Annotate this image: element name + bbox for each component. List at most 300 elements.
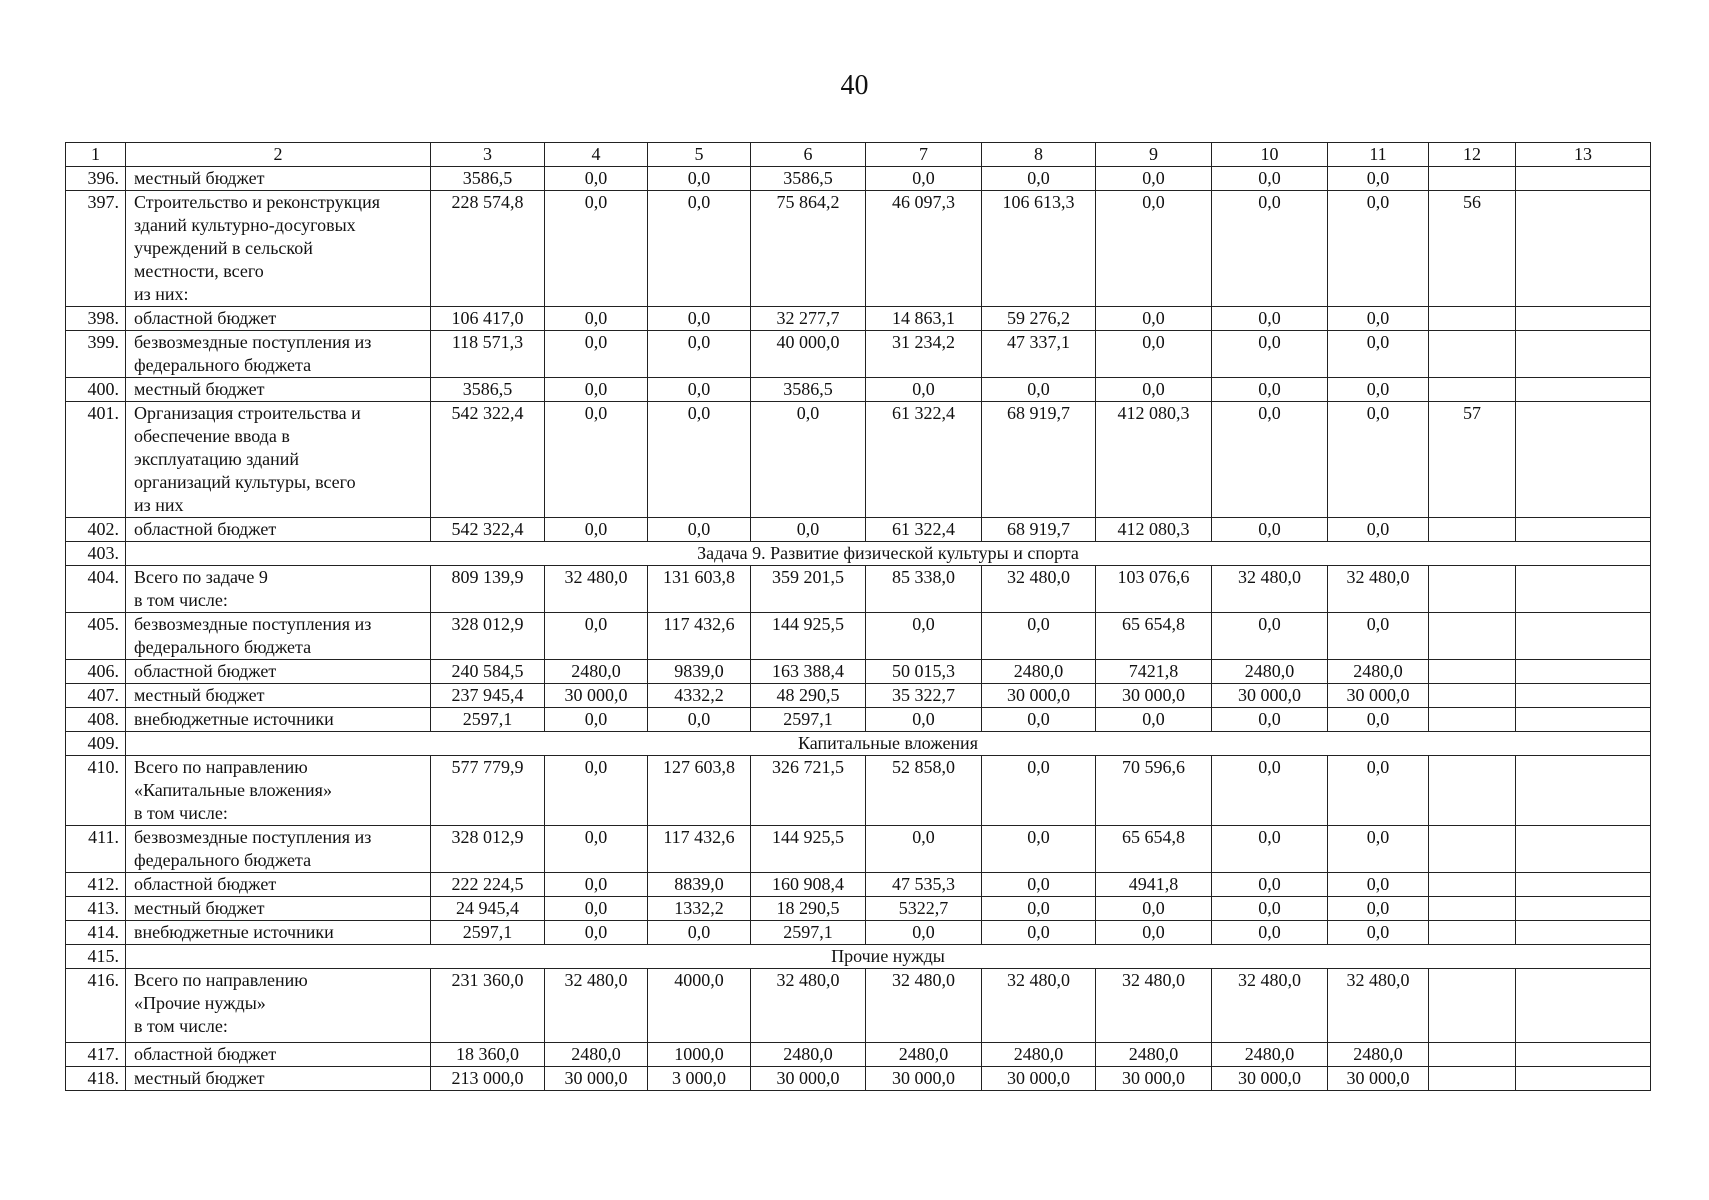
value-cell: 30 000,0 <box>751 1067 866 1091</box>
value-cell: 577 779,9 <box>431 756 545 826</box>
value-cell: 0,0 <box>545 826 648 873</box>
value-cell: 0,0 <box>1096 331 1212 378</box>
table-row <box>66 518 1651 542</box>
note-cell <box>1516 826 1651 873</box>
value-cell: 32 480,0 <box>982 969 1096 1043</box>
value-cell: 30 000,0 <box>1328 1067 1429 1091</box>
table-row <box>66 1067 1651 1091</box>
value-cell: 8839,0 <box>648 873 751 897</box>
table-row <box>66 331 1651 378</box>
table-row <box>66 756 1651 826</box>
value-cell: 30 000,0 <box>982 684 1096 708</box>
note-cell <box>1516 402 1651 518</box>
value-cell: 0,0 <box>1212 167 1328 191</box>
row-number: 416. <box>66 969 126 1043</box>
value-cell: 0,0 <box>1328 708 1429 732</box>
value-cell: 127 603,8 <box>648 756 751 826</box>
value-cell: 0,0 <box>1096 708 1212 732</box>
value-cell: 0,0 <box>1212 826 1328 873</box>
value-cell: 2480,0 <box>1096 1043 1212 1067</box>
value-cell: 0,0 <box>1328 613 1429 660</box>
reference-cell: 57 <box>1429 402 1516 518</box>
value-cell: 237 945,4 <box>431 684 545 708</box>
note-cell <box>1516 660 1651 684</box>
value-cell: 0,0 <box>1096 378 1212 402</box>
value-cell: 18 290,5 <box>751 897 866 921</box>
value-cell: 0,0 <box>648 331 751 378</box>
value-cell: 3586,5 <box>751 378 866 402</box>
note-cell <box>1516 613 1651 660</box>
value-cell: 542 322,4 <box>431 402 545 518</box>
value-cell: 0,0 <box>1328 826 1429 873</box>
value-cell: 0,0 <box>1328 331 1429 378</box>
note-cell <box>1516 921 1651 945</box>
value-cell: 0,0 <box>648 307 751 331</box>
value-cell: 32 480,0 <box>982 566 1096 613</box>
reference-cell <box>1429 921 1516 945</box>
section-title: Задача 9. Развитие физической культуры и спорта <box>126 542 1651 566</box>
row-number: 414. <box>66 921 126 945</box>
reference-cell <box>1429 897 1516 921</box>
value-cell: 0,0 <box>1212 613 1328 660</box>
value-cell: 2597,1 <box>751 921 866 945</box>
table-row <box>66 1043 1651 1067</box>
value-cell: 0,0 <box>1328 167 1429 191</box>
note-cell <box>1516 167 1651 191</box>
value-cell: 0,0 <box>1096 921 1212 945</box>
row-name: Всего по направлению «Капитальные вложения» в том числе: <box>126 756 431 826</box>
row-name: Строительство и реконструкция зданий культурно-досуговых учреждений в сельской местности, всего из них: <box>126 191 431 307</box>
value-cell: 0,0 <box>1096 307 1212 331</box>
value-cell: 0,0 <box>1212 307 1328 331</box>
row-number: 396. <box>66 167 126 191</box>
value-cell: 24 945,4 <box>431 897 545 921</box>
value-cell: 160 908,4 <box>751 873 866 897</box>
value-cell: 0,0 <box>1328 378 1429 402</box>
page-number: 40 <box>840 70 869 101</box>
row-number: 409. <box>66 732 126 756</box>
row-number: 402. <box>66 518 126 542</box>
value-cell: 0,0 <box>545 518 648 542</box>
column-header: 5 <box>648 143 751 167</box>
table-row <box>66 191 1651 307</box>
value-cell: 30 000,0 <box>545 684 648 708</box>
row-name: областной бюджет <box>126 1043 431 1067</box>
value-cell: 4332,2 <box>648 684 751 708</box>
reference-cell <box>1429 1067 1516 1091</box>
value-cell: 30 000,0 <box>1212 684 1328 708</box>
value-cell: 7421,8 <box>1096 660 1212 684</box>
value-cell: 52 858,0 <box>866 756 982 826</box>
value-cell: 50 015,3 <box>866 660 982 684</box>
note-cell <box>1516 708 1651 732</box>
value-cell: 0,0 <box>648 921 751 945</box>
value-cell: 106 613,3 <box>982 191 1096 307</box>
reference-cell <box>1429 660 1516 684</box>
value-cell: 59 276,2 <box>982 307 1096 331</box>
value-cell: 118 571,3 <box>431 331 545 378</box>
table-row <box>66 969 1651 1043</box>
row-number: 407. <box>66 684 126 708</box>
section-row <box>66 945 1651 969</box>
value-cell: 0,0 <box>1212 873 1328 897</box>
value-cell: 0,0 <box>545 402 648 518</box>
value-cell: 32 480,0 <box>866 969 982 1043</box>
value-cell: 0,0 <box>982 873 1096 897</box>
table-row <box>66 826 1651 873</box>
reference-cell <box>1429 331 1516 378</box>
value-cell: 0,0 <box>1212 518 1328 542</box>
value-cell: 0,0 <box>545 708 648 732</box>
value-cell: 240 584,5 <box>431 660 545 684</box>
value-cell: 117 432,6 <box>648 613 751 660</box>
value-cell: 0,0 <box>866 613 982 660</box>
row-name: Организация строительства и обеспечение ввода в эксплуатацию зданий организаций культуры, всего из них <box>126 402 431 518</box>
reference-cell <box>1429 969 1516 1043</box>
value-cell: 359 201,5 <box>751 566 866 613</box>
reference-cell <box>1429 378 1516 402</box>
value-cell: 32 277,7 <box>751 307 866 331</box>
row-name: областной бюджет <box>126 660 431 684</box>
row-name: Всего по направлению «Прочие нужды» в том числе: <box>126 969 431 1043</box>
row-number: 418. <box>66 1067 126 1091</box>
value-cell: 0,0 <box>982 167 1096 191</box>
value-cell: 2480,0 <box>545 660 648 684</box>
value-cell: 30 000,0 <box>545 1067 648 1091</box>
row-number: 415. <box>66 945 126 969</box>
value-cell: 40 000,0 <box>751 331 866 378</box>
value-cell: 35 322,7 <box>866 684 982 708</box>
table-row <box>66 684 1651 708</box>
column-header: 13 <box>1516 143 1651 167</box>
value-cell: 2480,0 <box>545 1043 648 1067</box>
value-cell: 2597,1 <box>751 708 866 732</box>
note-cell <box>1516 1067 1651 1091</box>
row-name: областной бюджет <box>126 873 431 897</box>
row-name: местный бюджет <box>126 167 431 191</box>
value-cell: 5322,7 <box>866 897 982 921</box>
table-row <box>66 873 1651 897</box>
reference-cell <box>1429 518 1516 542</box>
value-cell: 2480,0 <box>751 1043 866 1067</box>
row-name: областной бюджет <box>126 518 431 542</box>
value-cell: 228 574,8 <box>431 191 545 307</box>
value-cell: 0,0 <box>545 921 648 945</box>
value-cell: 0,0 <box>648 191 751 307</box>
value-cell: 32 480,0 <box>1212 969 1328 1043</box>
section-title: Прочие нужды <box>126 945 1651 969</box>
row-number: 408. <box>66 708 126 732</box>
column-header: 3 <box>431 143 545 167</box>
table-row <box>66 708 1651 732</box>
value-cell: 30 000,0 <box>1328 684 1429 708</box>
reference-cell: 56 <box>1429 191 1516 307</box>
row-number: 411. <box>66 826 126 873</box>
row-number: 400. <box>66 378 126 402</box>
table-row <box>66 402 1651 518</box>
value-cell: 213 000,0 <box>431 1067 545 1091</box>
value-cell: 30 000,0 <box>1096 1067 1212 1091</box>
value-cell: 0,0 <box>751 402 866 518</box>
value-cell: 144 925,5 <box>751 613 866 660</box>
column-header: 9 <box>1096 143 1212 167</box>
value-cell: 2480,0 <box>1212 1043 1328 1067</box>
value-cell: 65 654,8 <box>1096 613 1212 660</box>
value-cell: 809 139,9 <box>431 566 545 613</box>
row-name: местный бюджет <box>126 378 431 402</box>
row-name: безвозмездные поступления из федерального бюджета <box>126 331 431 378</box>
value-cell: 2480,0 <box>1328 1043 1429 1067</box>
value-cell: 14 863,1 <box>866 307 982 331</box>
value-cell: 1332,2 <box>648 897 751 921</box>
reference-cell <box>1429 167 1516 191</box>
row-number: 397. <box>66 191 126 307</box>
value-cell: 0,0 <box>1328 307 1429 331</box>
row-name: безвозмездные поступления из федерального бюджета <box>126 613 431 660</box>
value-cell: 222 224,5 <box>431 873 545 897</box>
value-cell: 0,0 <box>982 613 1096 660</box>
value-cell: 0,0 <box>1328 402 1429 518</box>
value-cell: 163 388,4 <box>751 660 866 684</box>
note-cell <box>1516 1043 1651 1067</box>
row-name: местный бюджет <box>126 684 431 708</box>
table-row <box>66 167 1651 191</box>
reference-cell <box>1429 708 1516 732</box>
value-cell: 32 480,0 <box>1328 969 1429 1043</box>
row-name: внебюджетные источники <box>126 921 431 945</box>
value-cell: 0,0 <box>866 167 982 191</box>
row-name: внебюджетные источники <box>126 708 431 732</box>
column-header: 12 <box>1429 143 1516 167</box>
value-cell: 30 000,0 <box>866 1067 982 1091</box>
value-cell: 3586,5 <box>751 167 866 191</box>
value-cell: 0,0 <box>866 921 982 945</box>
value-cell: 144 925,5 <box>751 826 866 873</box>
value-cell: 31 234,2 <box>866 331 982 378</box>
value-cell: 0,0 <box>982 378 1096 402</box>
value-cell: 0,0 <box>545 191 648 307</box>
value-cell: 32 480,0 <box>1096 969 1212 1043</box>
value-cell: 1000,0 <box>648 1043 751 1067</box>
note-cell <box>1516 191 1651 307</box>
value-cell: 0,0 <box>1212 756 1328 826</box>
row-number: 410. <box>66 756 126 826</box>
column-header: 11 <box>1328 143 1429 167</box>
value-cell: 103 076,6 <box>1096 566 1212 613</box>
reference-cell <box>1429 566 1516 613</box>
value-cell: 0,0 <box>545 307 648 331</box>
value-cell: 48 290,5 <box>751 684 866 708</box>
row-number: 401. <box>66 402 126 518</box>
value-cell: 2597,1 <box>431 921 545 945</box>
note-cell <box>1516 331 1651 378</box>
reference-cell <box>1429 756 1516 826</box>
value-cell: 0,0 <box>982 921 1096 945</box>
value-cell: 47 337,1 <box>982 331 1096 378</box>
value-cell: 0,0 <box>545 613 648 660</box>
value-cell: 0,0 <box>982 756 1096 826</box>
value-cell: 0,0 <box>648 378 751 402</box>
value-cell: 4941,8 <box>1096 873 1212 897</box>
value-cell: 3 000,0 <box>648 1067 751 1091</box>
value-cell: 68 919,7 <box>982 518 1096 542</box>
note-cell <box>1516 684 1651 708</box>
table-row <box>66 897 1651 921</box>
value-cell: 30 000,0 <box>982 1067 1096 1091</box>
section-row <box>66 732 1651 756</box>
value-cell: 0,0 <box>1212 897 1328 921</box>
column-header: 8 <box>982 143 1096 167</box>
value-cell: 131 603,8 <box>648 566 751 613</box>
reference-cell <box>1429 826 1516 873</box>
row-number: 405. <box>66 613 126 660</box>
value-cell: 2480,0 <box>1328 660 1429 684</box>
value-cell: 328 012,9 <box>431 826 545 873</box>
value-cell: 0,0 <box>648 518 751 542</box>
value-cell: 9839,0 <box>648 660 751 684</box>
table-row <box>66 307 1651 331</box>
row-number: 412. <box>66 873 126 897</box>
value-cell: 0,0 <box>1328 191 1429 307</box>
value-cell: 68 919,7 <box>982 402 1096 518</box>
value-cell: 0,0 <box>866 826 982 873</box>
value-cell: 32 480,0 <box>545 566 648 613</box>
value-cell: 2480,0 <box>982 660 1096 684</box>
value-cell: 0,0 <box>1096 167 1212 191</box>
value-cell: 117 432,6 <box>648 826 751 873</box>
table-row <box>66 613 1651 660</box>
note-cell <box>1516 897 1651 921</box>
value-cell: 0,0 <box>1328 873 1429 897</box>
note-cell <box>1516 518 1651 542</box>
value-cell: 30 000,0 <box>1096 684 1212 708</box>
value-cell: 2597,1 <box>431 708 545 732</box>
value-cell: 0,0 <box>545 331 648 378</box>
value-cell: 0,0 <box>1212 708 1328 732</box>
row-name: местный бюджет <box>126 897 431 921</box>
column-header: 6 <box>751 143 866 167</box>
column-header: 10 <box>1212 143 1328 167</box>
value-cell: 542 322,4 <box>431 518 545 542</box>
value-cell: 0,0 <box>648 402 751 518</box>
value-cell: 75 864,2 <box>751 191 866 307</box>
value-cell: 0,0 <box>1212 191 1328 307</box>
row-number: 413. <box>66 897 126 921</box>
value-cell: 0,0 <box>1212 402 1328 518</box>
value-cell: 0,0 <box>648 708 751 732</box>
table-row <box>66 660 1651 684</box>
value-cell: 0,0 <box>1212 921 1328 945</box>
value-cell: 412 080,3 <box>1096 518 1212 542</box>
table-row <box>66 378 1651 402</box>
value-cell: 328 012,9 <box>431 613 545 660</box>
value-cell: 0,0 <box>982 826 1096 873</box>
value-cell: 2480,0 <box>866 1043 982 1067</box>
value-cell: 0,0 <box>545 873 648 897</box>
value-cell: 30 000,0 <box>1212 1067 1328 1091</box>
value-cell: 106 417,0 <box>431 307 545 331</box>
section-title: Капитальные вложения <box>126 732 1651 756</box>
value-cell: 0,0 <box>1212 378 1328 402</box>
value-cell: 0,0 <box>982 897 1096 921</box>
table-header-row <box>66 143 1651 167</box>
row-name: безвозмездные поступления из федерального бюджета <box>126 826 431 873</box>
note-cell <box>1516 756 1651 826</box>
section-row <box>66 542 1651 566</box>
value-cell: 0,0 <box>1212 331 1328 378</box>
row-number: 398. <box>66 307 126 331</box>
reference-cell <box>1429 1043 1516 1067</box>
reference-cell <box>1429 873 1516 897</box>
value-cell: 32 480,0 <box>1328 566 1429 613</box>
value-cell: 32 480,0 <box>545 969 648 1043</box>
note-cell <box>1516 873 1651 897</box>
row-number: 399. <box>66 331 126 378</box>
value-cell: 47 535,3 <box>866 873 982 897</box>
value-cell: 0,0 <box>1096 897 1212 921</box>
value-cell: 2480,0 <box>1212 660 1328 684</box>
row-number: 403. <box>66 542 126 566</box>
note-cell <box>1516 307 1651 331</box>
value-cell: 3586,5 <box>431 167 545 191</box>
value-cell: 0,0 <box>545 897 648 921</box>
value-cell: 2480,0 <box>982 1043 1096 1067</box>
row-number: 406. <box>66 660 126 684</box>
row-name: Всего по задаче 9 в том числе: <box>126 566 431 613</box>
note-cell <box>1516 378 1651 402</box>
value-cell: 0,0 <box>1328 518 1429 542</box>
value-cell: 61 322,4 <box>866 402 982 518</box>
value-cell: 0,0 <box>1328 921 1429 945</box>
value-cell: 0,0 <box>866 708 982 732</box>
reference-cell <box>1429 307 1516 331</box>
value-cell: 65 654,8 <box>1096 826 1212 873</box>
value-cell: 70 596,6 <box>1096 756 1212 826</box>
row-name: областной бюджет <box>126 307 431 331</box>
note-cell <box>1516 566 1651 613</box>
value-cell: 85 338,0 <box>866 566 982 613</box>
value-cell: 46 097,3 <box>866 191 982 307</box>
value-cell: 0,0 <box>545 378 648 402</box>
value-cell: 0,0 <box>866 378 982 402</box>
value-cell: 0,0 <box>545 167 648 191</box>
reference-cell <box>1429 613 1516 660</box>
note-cell <box>1516 969 1651 1043</box>
budget-table <box>65 142 1651 1091</box>
row-number: 404. <box>66 566 126 613</box>
column-header: 4 <box>545 143 648 167</box>
row-number: 417. <box>66 1043 126 1067</box>
value-cell: 231 360,0 <box>431 969 545 1043</box>
table-row <box>66 921 1651 945</box>
row-name: местный бюджет <box>126 1067 431 1091</box>
value-cell: 0,0 <box>982 708 1096 732</box>
column-header: 7 <box>866 143 982 167</box>
value-cell: 0,0 <box>1328 897 1429 921</box>
value-cell: 4000,0 <box>648 969 751 1043</box>
value-cell: 0,0 <box>1096 191 1212 307</box>
table-row <box>66 566 1651 613</box>
value-cell: 0,0 <box>751 518 866 542</box>
value-cell: 32 480,0 <box>1212 566 1328 613</box>
value-cell: 0,0 <box>1328 756 1429 826</box>
column-header: 2 <box>126 143 431 167</box>
column-header: 1 <box>66 143 126 167</box>
reference-cell <box>1429 684 1516 708</box>
value-cell: 0,0 <box>545 756 648 826</box>
value-cell: 61 322,4 <box>866 518 982 542</box>
value-cell: 18 360,0 <box>431 1043 545 1067</box>
